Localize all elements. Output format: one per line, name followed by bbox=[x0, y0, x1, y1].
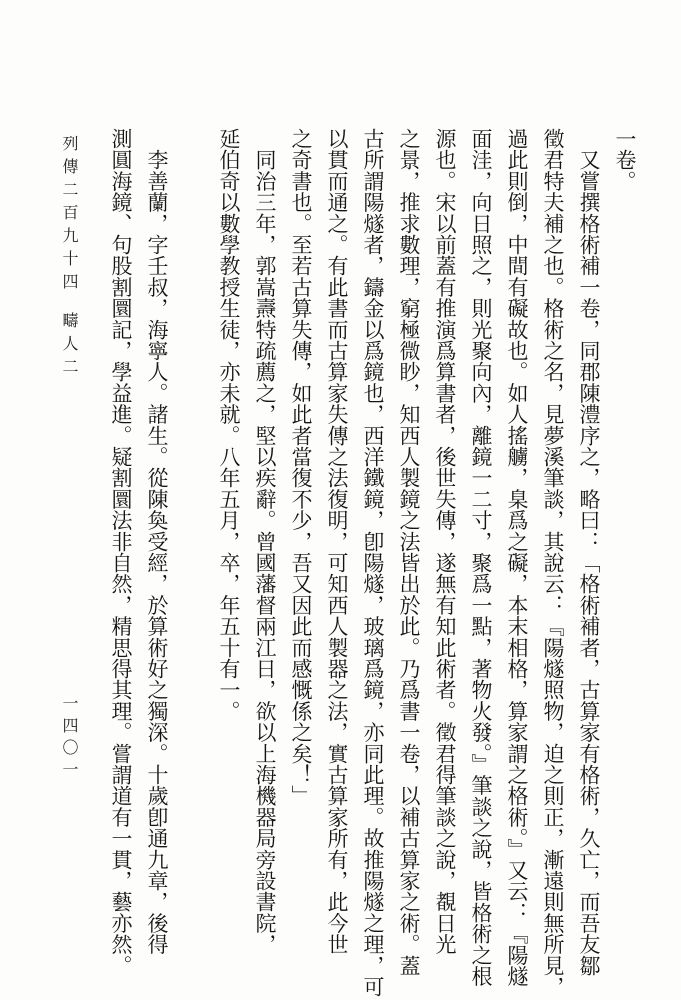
text-column: 面洼，向日照之，則光聚向內，離鏡一二寸，聚爲一點，著物火發。』筆談之說，皆格術之根 bbox=[469, 128, 493, 987]
text-column: 源也。宋以前蓋有推演爲算書者，後世失傳，遂無有知此術者。徵君得筆談之說，覩日光 bbox=[433, 128, 457, 955]
text-column: 同治三年，郭嵩燾特疏薦之，堅以疾辭。曾國藩督兩江日，欲以上海機器局旁設書院， bbox=[253, 128, 277, 955]
text-column: 徵君特夫補之也。格術之名，見夢溪筆談，其說云：『陽燧照物，迫之則正，漸遠則無所見， bbox=[541, 128, 565, 998]
text-column: 之奇書也。至若古算失傳，如此者當復不少，吾又因此而感慨係之矣！」 bbox=[289, 128, 313, 807]
text-column: 測圓海鏡、句股割圜記，學益進。疑割圜法非自然，精思得其理。嘗謂道有一貫，藝亦然。 bbox=[109, 128, 133, 976]
text-column: 李善蘭，字壬叔，海寧人。諸生。從陳奐受經，於算術好之獨深。十歲卽通九章，後得 bbox=[145, 128, 169, 955]
text-column: 古所謂陽燧者，鑄金以爲鏡也，西洋鐵鏡，卽陽燧，玻璃爲鏡，亦同此理。故推陽燧之理，可 bbox=[361, 128, 385, 998]
main-text bbox=[103, 128, 643, 998]
text-column: 又嘗撰格術補一卷，同郡陳澧序之，略曰：「格術補者，古算家有格術，久亡，而吾友鄒 bbox=[577, 128, 601, 976]
running-head bbox=[60, 135, 78, 381]
text-column: 之景，推求數理，窮極微眇，知西人製鏡之法皆出於此。乃爲書一卷，以補古算家之術。蓋 bbox=[397, 128, 421, 976]
text-column: 過此則倒，中間有礙故也。如人搖艣，臬爲之礙，本末相格，算家謂之格術。』又云：『陽燧 bbox=[505, 128, 529, 987]
page-number: 一四〇一 bbox=[60, 695, 79, 783]
text-column: 延伯奇以數學教授生徒，亦未就。八年五月，卒，年五十有一。 bbox=[217, 128, 241, 722]
text-column bbox=[175, 128, 211, 958]
running-head-subsection: 疇人二 bbox=[60, 312, 79, 381]
running-head-section: 列傳二百九十四 bbox=[60, 135, 79, 296]
text-column: 以貫而通之。有此書而古算家失傳之法復明，可知西人製器之法，實古算家所有，此今世 bbox=[325, 128, 349, 955]
text-column: 一卷。 bbox=[613, 128, 637, 192]
